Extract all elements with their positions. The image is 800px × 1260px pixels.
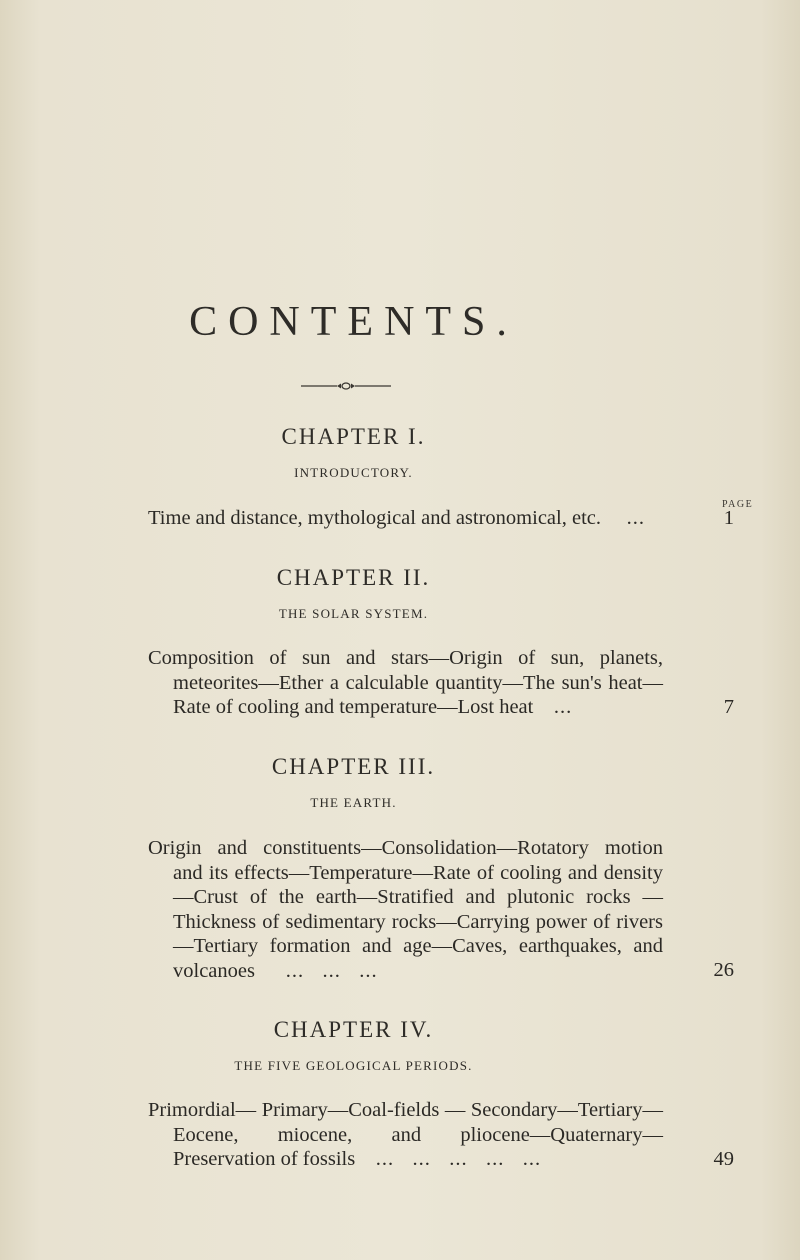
chapter-1-page-number: 1 <box>723 507 734 529</box>
chapter-2-entry-text: Composition of sun and stars—Origin of sun, planets, meteorites—Ether a calculable quantity—The sun's heat—Rate of cooling and temperature—Lost heat <box>148 647 663 718</box>
chapter-4-subtitle: THE FIVE GEOLOGICAL PERIODS. <box>234 1058 473 1073</box>
chapter-4-heading: CHAPTER IV. <box>273 1017 434 1042</box>
contents-title: CONTENTS. <box>189 299 518 345</box>
chapter-2-heading: CHAPTER II. <box>276 565 431 590</box>
chapter-1-heading: CHAPTER I. <box>281 424 426 449</box>
chapter-3-entry <box>148 836 663 983</box>
page-column-label: PAGE <box>722 499 754 510</box>
chapter-2-page-number: 7 <box>723 696 734 718</box>
chapter-3-heading: CHAPTER III. <box>271 754 436 779</box>
chapter-1-subtitle: INTRODUCTORY. <box>294 465 413 480</box>
chapter-1-entry <box>148 506 645 531</box>
chapter-4-page-number: 49 <box>713 1148 734 1170</box>
chapter-3-subtitle: THE EARTH. <box>310 795 397 810</box>
ornament-divider <box>301 381 391 391</box>
chapter-4-entry-text: Primordial— Primary—Coal-fields — Secondary—Tertiary—Eocene, miocene, and pliocene—Quaternary—Preservation of fossils <box>148 1099 663 1170</box>
chapter-2-entry <box>148 646 663 720</box>
chapter-3-leader: ... ... ... <box>285 959 378 982</box>
chapter-1-entry-text: Time and distance, mythological and astronomical, etc. <box>148 507 601 529</box>
chapter-2-leader: ... <box>553 696 573 718</box>
chapter-3-page-number: 26 <box>713 959 734 981</box>
chapter-2-subtitle: THE SOLAR SYSTEM. <box>278 606 429 621</box>
chapter-3-entry-text: Origin and constituents—Consolidation—Rotatory motion and its effects—Temperature—Rate of cooling and density—Crust of the earth—Stratified and plutonic rocks — Thickness of sedimentary rocks—Carrying power of rivers—Tertiary formation and age—Caves, earthquakes, and volcanoes <box>148 837 663 982</box>
chapter-4-leader: ... ... ... ... ... <box>375 1148 542 1170</box>
chapter-1-leader: ... <box>626 507 645 529</box>
chapter-4-entry <box>148 1098 663 1172</box>
